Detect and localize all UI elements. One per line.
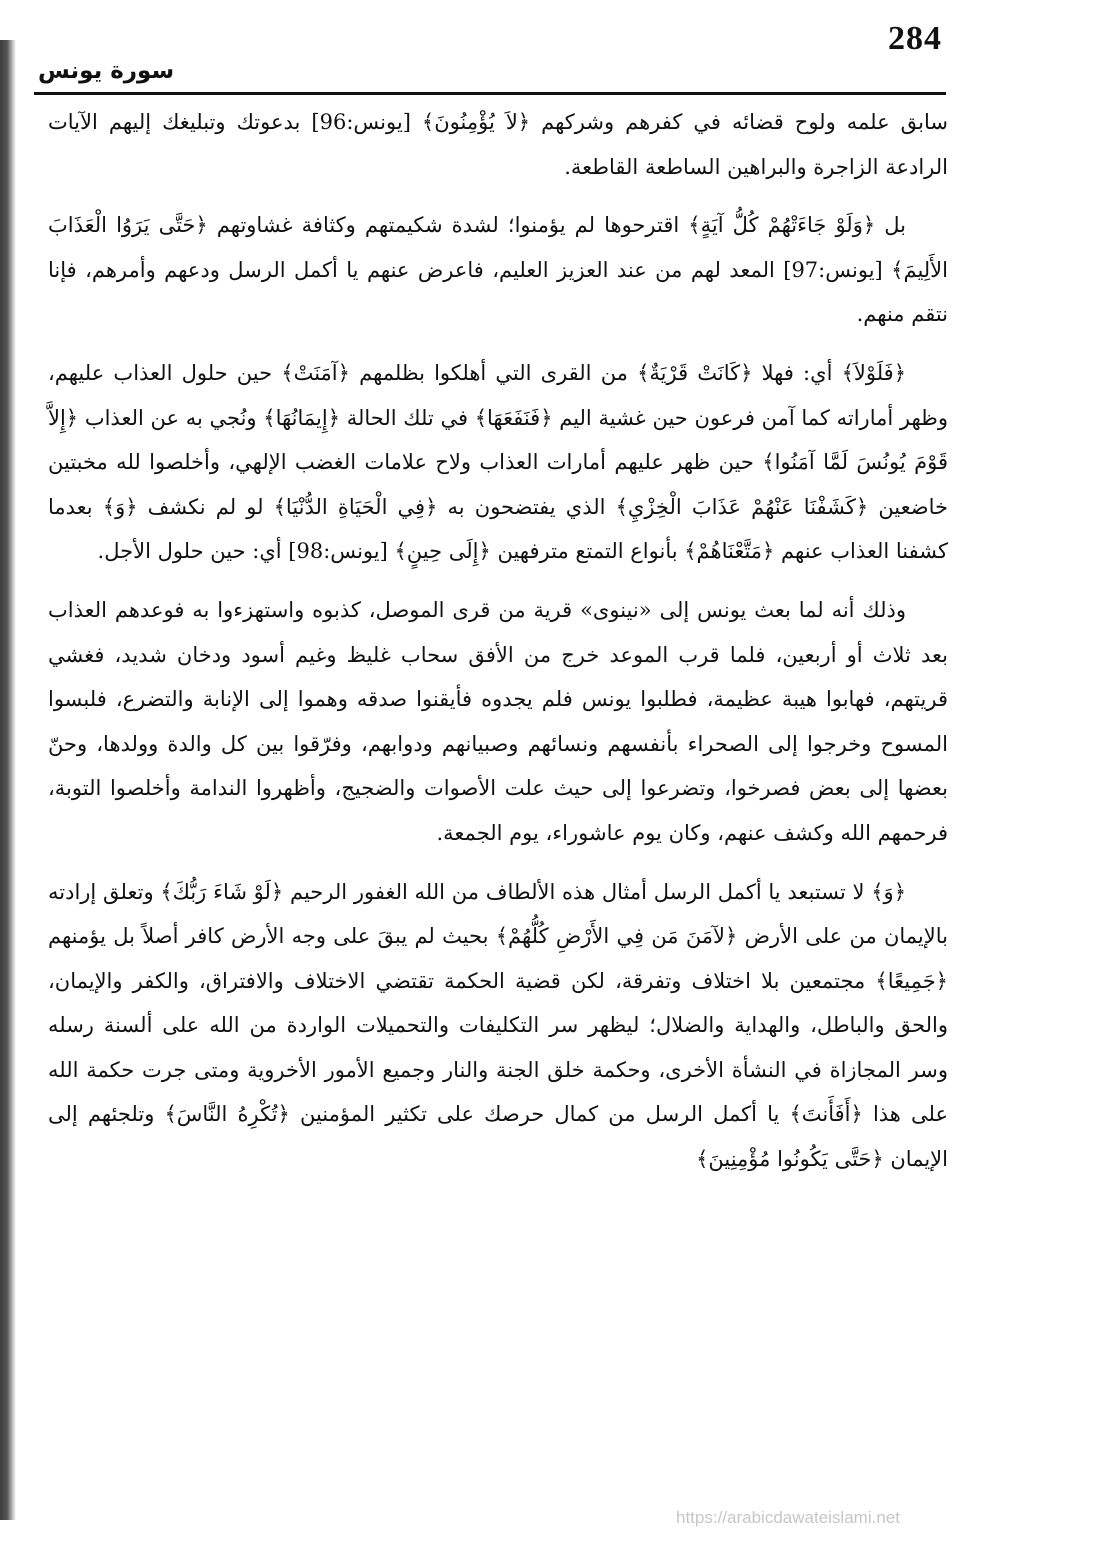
scan-shadow-edge (0, 40, 16, 1520)
header-rule (34, 92, 946, 95)
body-text (48, 100, 948, 1182)
running-header-surah-title: سورة يونس (38, 58, 175, 84)
page-number: 284 (888, 20, 942, 57)
paragraph-3: ﴿فَلَوْلاَ﴾ أي: فهلا ﴿كَانَتْ قَرْيَةٌ﴾ من القرى التي أهلكوا بظلمهم ﴿آمَنَتْ﴾ حين حلول العذاب عليهم، وظهر أماراته كما آمن فرعون حين غشية اليم ﴿فَنَفَعَهَا﴾ في تلك الحالة ﴿إِيمَانُهَا﴾ ونُجي به عن العذاب ﴿إِلاَّ قَوْمَ يُونُسَ لَمَّا آمَنُوا﴾ حين ظهر عليهم أمارات العذاب ولاح علامات الغضب الإلهي، وأخلصوا لله مخبتين خاضعين ﴿كَشَفْنَا عَنْهُمْ عَذَابَ الْخِزْيِ﴾ الذي يفتضحون به ﴿فِي الْحَيَاةِ الدُّنْيَا﴾ لو لم نكشف ﴿وَ﴾ بعدما كشفنا العذاب عنهم ﴿مَتَّعْنَاهُمْ﴾ بأنواع التمتع مترفهين ﴿إِلَى حِينٍ﴾ [يونس:98] أي: حين حلول الأجل. (48, 360, 948, 564)
paragraph-1: سابق علمه ولوح قضائه في كفرهم وشركهم ﴿لاَ يُؤْمِنُونَ﴾ [يونس:96] بدعوتك وتبليغك إليهم الآيات الرادعة الزاجرة والبراهين الساطعة القاطعة. (48, 110, 948, 179)
paragraph-2: بل ﴿وَلَوْ جَاءَتْهُمْ كُلُّ آيَةٍ﴾ اقترحوها لم يؤمنوا؛ لشدة شكيمتهم وكثافة غشاوتهم ﴿حَتَّى يَرَوُا الْعَذَابَ الأَلِيمَ﴾ [يونس:97] المعد لهم من عند العزيز العليم، فاعرض عنهم يا أكمل الرسل ودعهم وأمرهم، فإنا نتقم منهم. (48, 213, 948, 327)
paragraph-5: ﴿وَ﴾ لا تستبعد يا أكمل الرسل أمثال هذه الألطاف من الله الغفور الرحيم ﴿لَوْ شَاءَ رَبُّكَ﴾ وتعلق إرادته بالإيمان من على الأرض ﴿لآمَنَ مَن فِي الأَرْضِ كُلُّهُمْ﴾ بحيث لم يبقَ على وجه الأرض كافر أصلاً بل يؤمنهم ﴿جَمِيعًا﴾ مجتمعين بلا اختلاف وتفرقة، لكن قضية الحكمة تقتضي الاختلاف والافتراق، والكفر والإيمان، والحق والباطل، والهداية والضلال؛ ليظهر سر التكليفات والتحميلات الواردة من الله على ألسنة رسله وسر المجازاة في النشأة الأخرى، وحكمة خلق الجنة والنار وجميع الأمور الأخروية ومتى جرت حكمة الله على هذا ﴿أَفَأَنتَ﴾ يا أكمل الرسل من كمال حرصك على تكثير المؤمنين ﴿تُكْرِهُ النَّاسَ﴾ وتلجئهم إلى الإيمان ﴿حَتَّى يَكُونُوا مُؤْمِنِينَ﴾ (48, 879, 948, 1172)
paragraph-4: وذلك أنه لما بعث يونس إلى «نينوى» قرية من قرى الموصل، كذبوه واستهزءوا به فوعدهم العذاب بعد ثلاث أو أربعين، فلما قرب الموعد خرج من الأفق سحاب غليظ وغيم أسود ودخان شديد، فغشي قريتهم، فهابوا هيبة عظيمة، فطلبوا يونس فلم يجدوه فأيقنوا صدقه وهموا إلى الإنابة والتضرع، فلبسوا المسوح وخرجوا إلى الصحراء بأنفسهم ونسائهم وصبيانهم ودوابهم، وفرّقوا بين كل والدة وولدها، وحنّ بعضها إلى بعض فصرخوا، وتضرعوا إلى حيث علت الأصوات والضجيج، وأظهروا الندامة وأخلصوا التوبة، فرحمهم الله وكشف عنهم، وكان يوم عاشوراء، يوم الجمعة. (48, 597, 948, 845)
watermark-url: https://arabicdawateislami.net (676, 1508, 900, 1527)
